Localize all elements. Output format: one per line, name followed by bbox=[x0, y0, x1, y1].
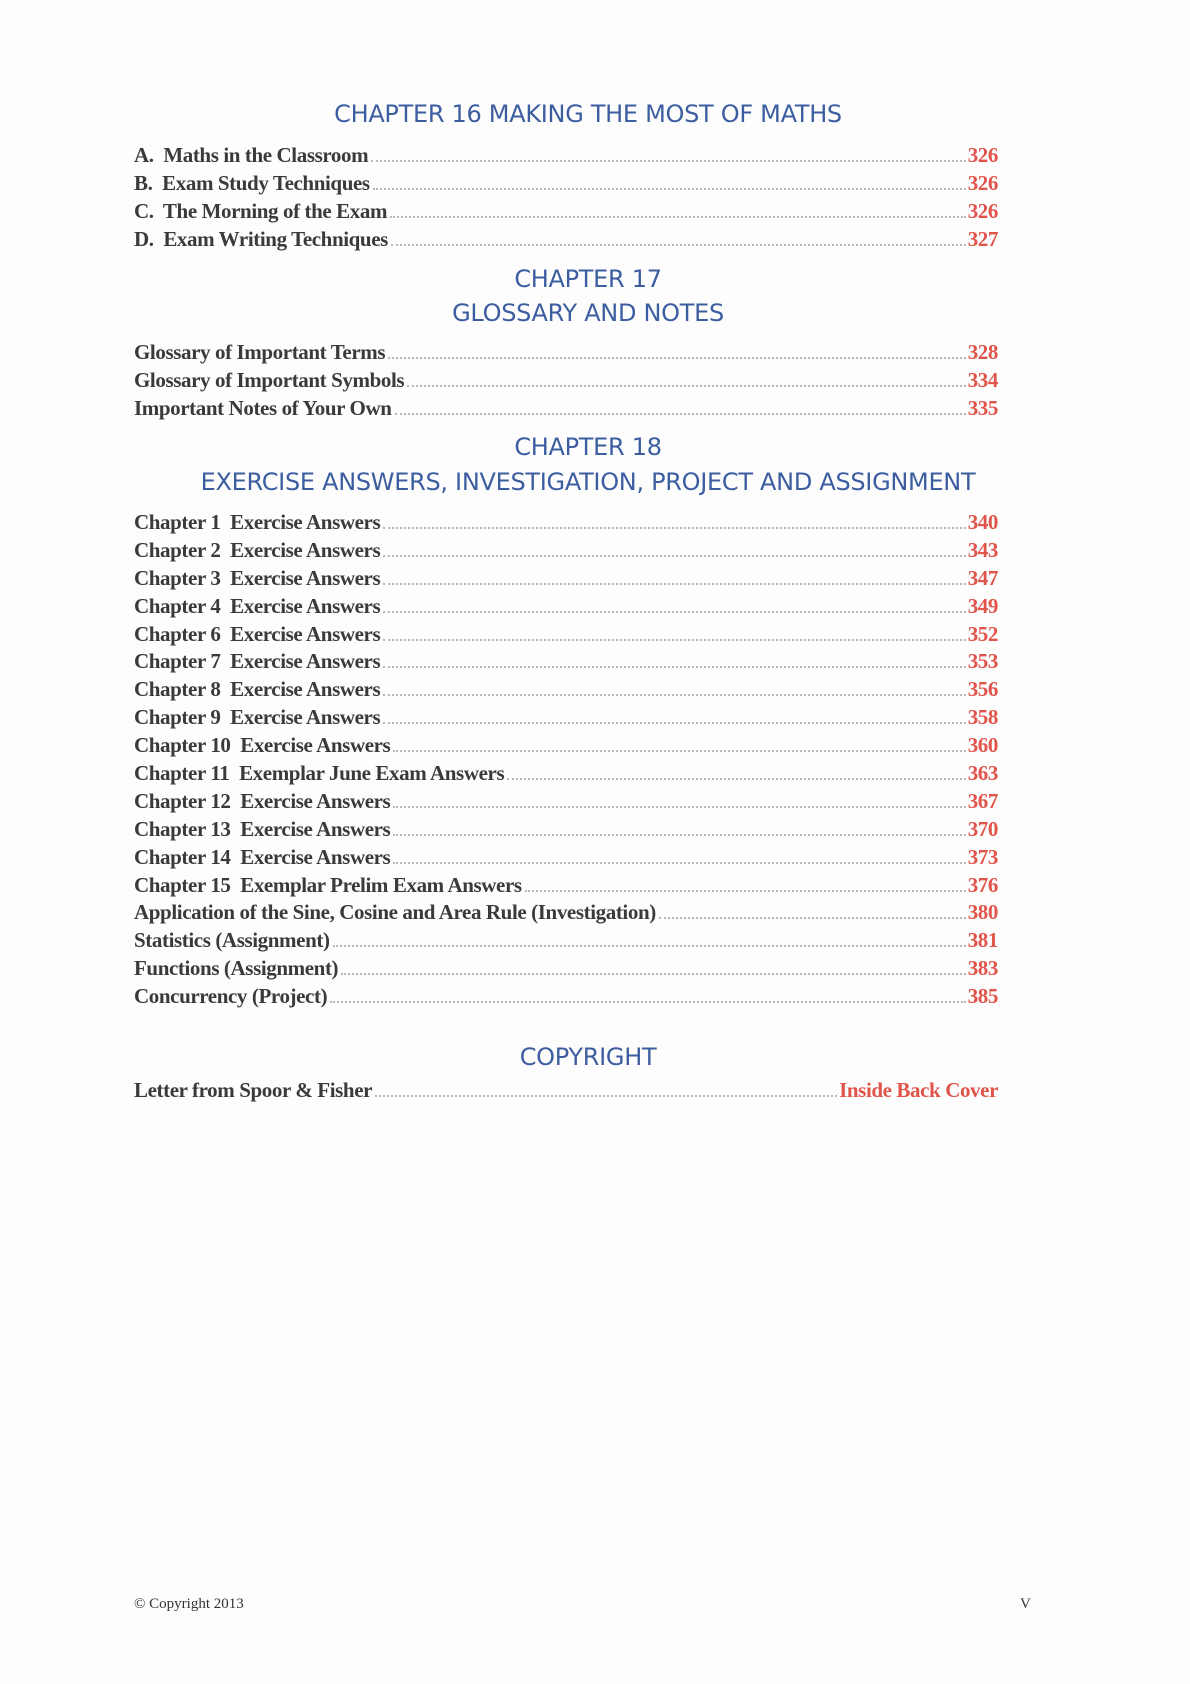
toc-entry-page: 347 bbox=[967, 565, 998, 590]
chapter-18-title: CHAPTER 18 bbox=[514, 433, 662, 461]
toc-entry[interactable] bbox=[134, 927, 998, 955]
dot-leader bbox=[375, 1095, 837, 1097]
chapter-18-entries bbox=[134, 509, 998, 1011]
toc-entry-label: Important Notes of Your Own bbox=[134, 395, 392, 420]
copyright-entries bbox=[134, 1077, 998, 1105]
dot-leader bbox=[383, 555, 965, 557]
toc-entry-page: 381 bbox=[967, 928, 998, 953]
footer-page-number: V bbox=[1020, 1596, 1031, 1612]
toc-entry[interactable] bbox=[134, 339, 998, 367]
toc-entry-label: Statistics (Assignment) bbox=[134, 928, 330, 953]
toc-entry[interactable] bbox=[134, 142, 998, 170]
toc-entry-label: Application of the Sine, Cosine and Area Rule (Investigation) bbox=[134, 900, 656, 925]
toc-entry-label: Chapter 4 Exercise Answers bbox=[134, 593, 381, 618]
toc-entry-label: Functions (Assignment) bbox=[134, 956, 339, 981]
toc-entry-label: Chapter 15 Exemplar Prelim Exam Answers bbox=[134, 872, 522, 897]
toc-entry[interactable] bbox=[134, 648, 998, 676]
toc-entry-label: C. The Morning of the Exam bbox=[134, 198, 388, 223]
toc-entry-page: 327 bbox=[967, 226, 998, 251]
toc-entry[interactable] bbox=[134, 537, 998, 565]
dot-leader bbox=[383, 611, 965, 613]
toc-entry-page: 326 bbox=[967, 170, 998, 195]
toc-entry[interactable] bbox=[134, 565, 998, 593]
dot-leader bbox=[395, 413, 966, 415]
dot-leader bbox=[383, 694, 965, 696]
toc-entry-page: 326 bbox=[967, 143, 998, 167]
toc-entry-page: 335 bbox=[967, 395, 998, 420]
toc-entry-label: Chapter 6 Exercise Answers bbox=[134, 621, 381, 646]
chapter-18-subtitle: EXERCISE ANSWERS, INVESTIGATION, PROJECT AND ASSIGNMENT bbox=[200, 468, 976, 496]
toc-entry-label: Chapter 7 Exercise Answers bbox=[134, 649, 381, 674]
chapter-17-subtitle: GLOSSARY AND NOTES bbox=[452, 299, 724, 327]
dot-leader bbox=[393, 834, 965, 836]
toc-entry-label: Chapter 8 Exercise Answers bbox=[134, 677, 381, 702]
toc-entry[interactable] bbox=[134, 899, 998, 927]
dot-leader bbox=[383, 722, 965, 724]
toc-entry-label: Glossary of Important Symbols bbox=[134, 367, 405, 392]
toc-entry[interactable] bbox=[134, 732, 998, 760]
dot-leader bbox=[390, 216, 966, 218]
toc-entry-page: 376 bbox=[967, 872, 998, 897]
toc-entry-label: Chapter 13 Exercise Answers bbox=[134, 816, 391, 841]
toc-entry-label: B. Exam Study Techniques bbox=[134, 170, 370, 195]
toc-entry[interactable] bbox=[134, 1077, 998, 1105]
toc-entry-label: Chapter 14 Exercise Answers bbox=[134, 844, 391, 869]
dot-leader bbox=[333, 945, 966, 947]
toc-entry-page: 363 bbox=[967, 761, 998, 786]
toc-entry-label: Chapter 2 Exercise Answers bbox=[134, 537, 381, 562]
toc-entry[interactable] bbox=[134, 226, 998, 254]
chapter-16-entries bbox=[134, 142, 998, 254]
toc-entry-page: 385 bbox=[967, 984, 998, 1009]
toc-entry[interactable] bbox=[134, 593, 998, 621]
toc-entry-page: 326 bbox=[967, 198, 998, 223]
dot-leader bbox=[393, 862, 965, 864]
copyright-title: COPYRIGHT bbox=[519, 1043, 657, 1071]
dot-leader bbox=[371, 160, 965, 162]
toc-entry[interactable] bbox=[134, 676, 998, 704]
toc-entry-label: Chapter 9 Exercise Answers bbox=[134, 705, 381, 730]
dot-leader bbox=[407, 385, 966, 387]
toc-entry[interactable] bbox=[134, 788, 998, 816]
toc-entry[interactable] bbox=[134, 955, 998, 983]
toc-entry-label: Chapter 3 Exercise Answers bbox=[134, 565, 381, 590]
toc-entry[interactable] bbox=[134, 170, 998, 198]
toc-entry-page: 370 bbox=[967, 816, 998, 841]
toc-entry[interactable] bbox=[134, 367, 998, 395]
toc-entry[interactable] bbox=[134, 509, 998, 537]
toc-entry-page: 340 bbox=[967, 510, 998, 534]
toc-entry-page: 328 bbox=[967, 340, 998, 364]
toc-entry-page: 383 bbox=[967, 956, 998, 981]
dot-leader bbox=[373, 188, 966, 190]
toc-entry-page: 373 bbox=[967, 844, 998, 869]
toc-entry-label: D. Exam Writing Techniques bbox=[134, 226, 388, 251]
footer-copyright: © Copyright 2013 bbox=[134, 1596, 244, 1612]
toc-entry-page: Inside Back Cover bbox=[839, 1078, 998, 1102]
dot-leader bbox=[393, 806, 965, 808]
toc-entry[interactable] bbox=[134, 395, 998, 423]
toc-entry-page: 358 bbox=[967, 705, 998, 730]
dot-leader bbox=[330, 1001, 966, 1003]
dot-leader bbox=[341, 973, 966, 975]
toc-entry[interactable] bbox=[134, 621, 998, 649]
toc-entry-page: 343 bbox=[967, 537, 998, 562]
dot-leader bbox=[383, 639, 965, 641]
chapter-17-entries bbox=[134, 339, 998, 423]
toc-entry-label: Letter from Spoor & Fisher bbox=[134, 1078, 373, 1102]
toc-entry[interactable] bbox=[134, 760, 998, 788]
toc-entry[interactable] bbox=[134, 872, 998, 900]
toc-entry-page: 360 bbox=[967, 733, 998, 758]
toc-entry-label: A. Maths in the Classroom bbox=[134, 143, 369, 167]
toc-entry-page: 356 bbox=[967, 677, 998, 702]
toc-entry-page: 352 bbox=[967, 621, 998, 646]
toc-entry[interactable] bbox=[134, 704, 998, 732]
toc-entry-label: Chapter 10 Exercise Answers bbox=[134, 733, 391, 758]
dot-leader bbox=[525, 890, 966, 892]
toc-entry[interactable] bbox=[134, 198, 998, 226]
dot-leader bbox=[383, 666, 965, 668]
toc-entry-label: Chapter 11 Exemplar June Exam Answers bbox=[134, 761, 505, 786]
toc-entry-label: Concurrency (Project) bbox=[134, 984, 328, 1009]
toc-entry[interactable] bbox=[134, 983, 998, 1011]
toc-entry-page: 367 bbox=[967, 788, 998, 813]
dot-leader bbox=[659, 917, 966, 919]
chapter-17-title: CHAPTER 17 bbox=[514, 265, 662, 293]
dot-leader bbox=[383, 583, 965, 585]
dot-leader bbox=[393, 750, 965, 752]
toc-entry-label: Chapter 1 Exercise Answers bbox=[134, 510, 381, 534]
toc-entry-page: 380 bbox=[967, 900, 998, 925]
chapter-16-title: CHAPTER 16 MAKING THE MOST OF MATHS bbox=[334, 100, 842, 128]
toc-entry[interactable] bbox=[134, 844, 998, 872]
dot-leader bbox=[383, 527, 965, 529]
toc-entry-label: Chapter 12 Exercise Answers bbox=[134, 788, 391, 813]
dot-leader bbox=[507, 778, 965, 780]
dot-leader bbox=[388, 357, 966, 359]
dot-leader bbox=[391, 244, 966, 246]
toc-entry-page: 334 bbox=[967, 367, 998, 392]
toc-entry-page: 353 bbox=[967, 649, 998, 674]
toc-entry-label: Glossary of Important Terms bbox=[134, 340, 386, 364]
toc-entry[interactable] bbox=[134, 816, 998, 844]
toc-entry-page: 349 bbox=[967, 593, 998, 618]
